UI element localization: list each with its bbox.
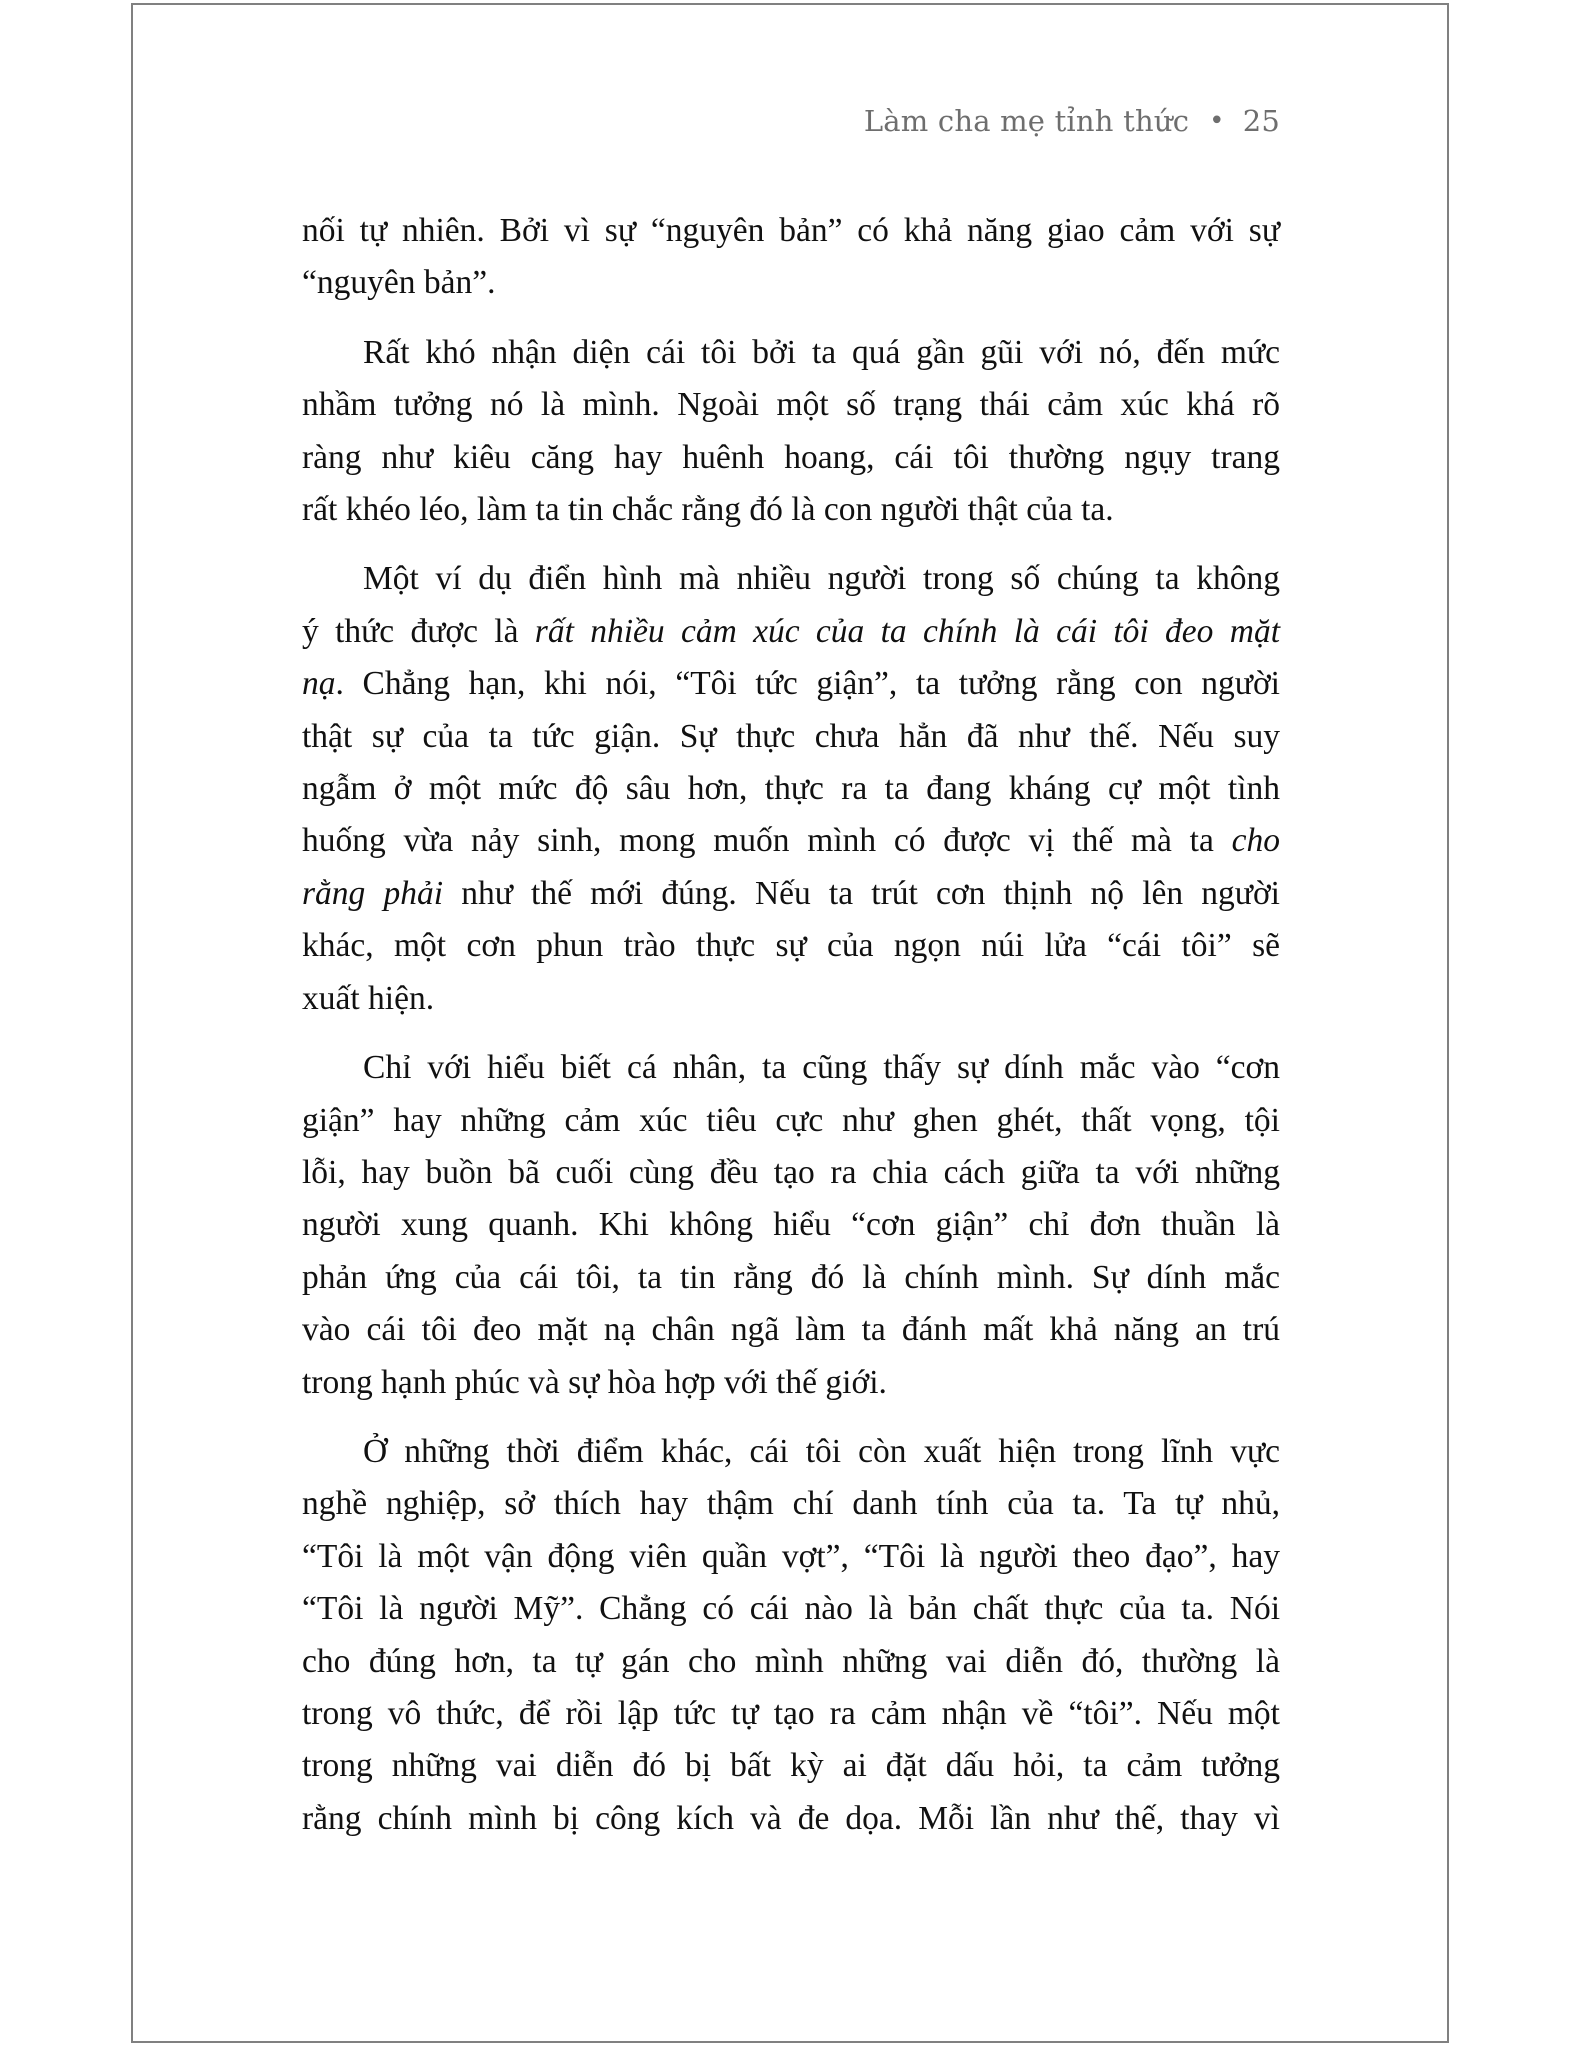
text-line bbox=[302, 658, 1280, 710]
text-run: thật sự của ta tức giận. Sự thực chưa hẳn đã như thế. Nếu suy bbox=[302, 717, 1280, 755]
text-run: “Tôi là một vận động viên quần vợt”, “Tôi là người theo đạo”, hay bbox=[302, 1537, 1280, 1575]
text-line bbox=[302, 1478, 1280, 1530]
text-line bbox=[302, 379, 1280, 431]
text-line bbox=[302, 868, 1280, 920]
text-line bbox=[302, 1147, 1280, 1199]
italic-emphasis: rằng phải bbox=[302, 874, 444, 912]
text-line bbox=[302, 205, 1280, 257]
text-line bbox=[302, 763, 1280, 815]
text-line bbox=[302, 1199, 1280, 1251]
italic-emphasis: rất nhiều cảm xúc của ta chính là cái tôi đeo mặt bbox=[534, 612, 1281, 650]
text-run: khác, một cơn phun trào thực sự của ngọn núi lửa “cái tôi” sẽ bbox=[302, 927, 1280, 965]
text-run: huống vừa nảy sinh, mong muốn mình có được vị thế mà ta bbox=[302, 822, 1232, 860]
page-number: 25 bbox=[1242, 104, 1280, 138]
text-line bbox=[302, 1740, 1280, 1792]
text-line bbox=[302, 1095, 1280, 1147]
paragraph bbox=[302, 1042, 1280, 1409]
body-text bbox=[302, 205, 1280, 1862]
text-line bbox=[302, 1426, 1280, 1478]
text-line bbox=[302, 1304, 1280, 1356]
text-run: trong những vai diễn đó bị bất kỳ ai đặt dấu hỏi, ta cảm tưởng bbox=[302, 1747, 1280, 1785]
paragraph bbox=[302, 205, 1280, 310]
text-run: giận” hay những cảm xúc tiêu cực như ghen ghét, thất vọng, tội bbox=[302, 1101, 1280, 1139]
text-line bbox=[302, 1042, 1280, 1094]
text-line bbox=[302, 711, 1280, 763]
text-line bbox=[302, 1583, 1280, 1635]
paragraph bbox=[302, 327, 1280, 537]
text-run: lỗi, hay buồn bã cuối cùng đều tạo ra chia cách giữa ta với những bbox=[302, 1153, 1280, 1191]
text-run: rằng chính mình bị công kích và đe dọa. Mỗi lần như thế, thay vì bbox=[302, 1799, 1280, 1837]
text-line bbox=[302, 606, 1280, 658]
text-run: ngẫm ở một mức độ sâu hơn, thực ra ta đang kháng cự một tình bbox=[302, 770, 1280, 808]
text-line bbox=[302, 815, 1280, 867]
text-run: cho đúng hơn, ta tự gán cho mình những vai diễn đó, thường là bbox=[302, 1642, 1280, 1680]
text-line bbox=[302, 553, 1280, 605]
text-run: Một ví dụ điển hình mà nhiều người trong số chúng ta không bbox=[363, 560, 1280, 598]
paragraph bbox=[302, 553, 1280, 1025]
text-line bbox=[302, 1531, 1280, 1583]
text-run: nghề nghiệp, sở thích hay thậm chí danh tính của ta. Ta tự nhủ, bbox=[302, 1485, 1280, 1523]
text-run: Chỉ với hiểu biết cá nhân, ta cũng thấy sự dính mắc vào “cơn bbox=[363, 1049, 1280, 1087]
text-run: nhầm tưởng nó là mình. Ngoài một số trạng thái cảm xúc khá rõ bbox=[302, 386, 1280, 424]
text-run: vào cái tôi đeo mặt nạ chân ngã làm ta đánh mất khả năng an trú bbox=[302, 1311, 1280, 1349]
paragraph bbox=[302, 1426, 1280, 1845]
text-line bbox=[302, 1793, 1280, 1845]
text-line bbox=[302, 1357, 1280, 1409]
text-run: Ở những thời điểm khác, cái tôi còn xuất hiện trong lĩnh vực bbox=[363, 1432, 1280, 1470]
text-line bbox=[302, 1688, 1280, 1740]
text-line bbox=[302, 920, 1280, 972]
text-line bbox=[302, 1636, 1280, 1688]
running-header bbox=[864, 104, 1280, 138]
text-run: “Tôi là người Mỹ”. Chẳng có cái nào là bản chất thực của ta. Nói bbox=[302, 1590, 1280, 1628]
text-run: người xung quanh. Khi không hiểu “cơn giận” chỉ đơn thuần là bbox=[302, 1206, 1280, 1244]
text-run: “nguyên bản”. bbox=[302, 264, 496, 302]
text-line bbox=[302, 257, 1280, 309]
text-run: nối tự nhiên. Bởi vì sự “nguyên bản” có khả năng giao cảm với sự bbox=[302, 212, 1280, 249]
text-run: ý thức được là bbox=[302, 612, 535, 650]
text-line bbox=[302, 432, 1280, 484]
text-line bbox=[302, 973, 1280, 1025]
italic-emphasis: nạ bbox=[302, 665, 336, 703]
header-separator-bullet: • bbox=[1209, 106, 1225, 136]
text-line bbox=[302, 484, 1280, 536]
text-run: Rất khó nhận diện cái tôi bởi ta quá gần gũi với nó, đến mức bbox=[363, 333, 1280, 371]
text-run: như thế mới đúng. Nếu ta trút cơn thịnh nộ lên người bbox=[443, 874, 1280, 912]
text-run: ràng như kiêu căng hay huênh hoang, cái tôi thường ngụy trang bbox=[302, 438, 1280, 476]
text-run: xuất hiện. bbox=[302, 979, 435, 1017]
text-run: trong hạnh phúc và sự hòa hợp với thế giới. bbox=[302, 1363, 887, 1401]
text-run: . Chẳng hạn, khi nói, “Tôi tức giận”, ta tưởng rằng con người bbox=[335, 665, 1280, 703]
text-run: trong vô thức, để rồi lập tức tự tạo ra cảm nhận về “tôi”. Nếu một bbox=[302, 1694, 1280, 1732]
book-title: Làm cha mẹ tỉnh thức bbox=[863, 104, 1190, 138]
text-line bbox=[302, 327, 1280, 379]
text-run: phản ứng của cái tôi, ta tin rằng đó là chính mình. Sự dính mắc bbox=[302, 1258, 1280, 1296]
text-line bbox=[302, 1252, 1280, 1304]
text-run: rất khéo léo, làm ta tin chắc rằng đó là con người thật của ta. bbox=[302, 491, 1114, 529]
italic-emphasis: cho bbox=[1231, 822, 1280, 860]
